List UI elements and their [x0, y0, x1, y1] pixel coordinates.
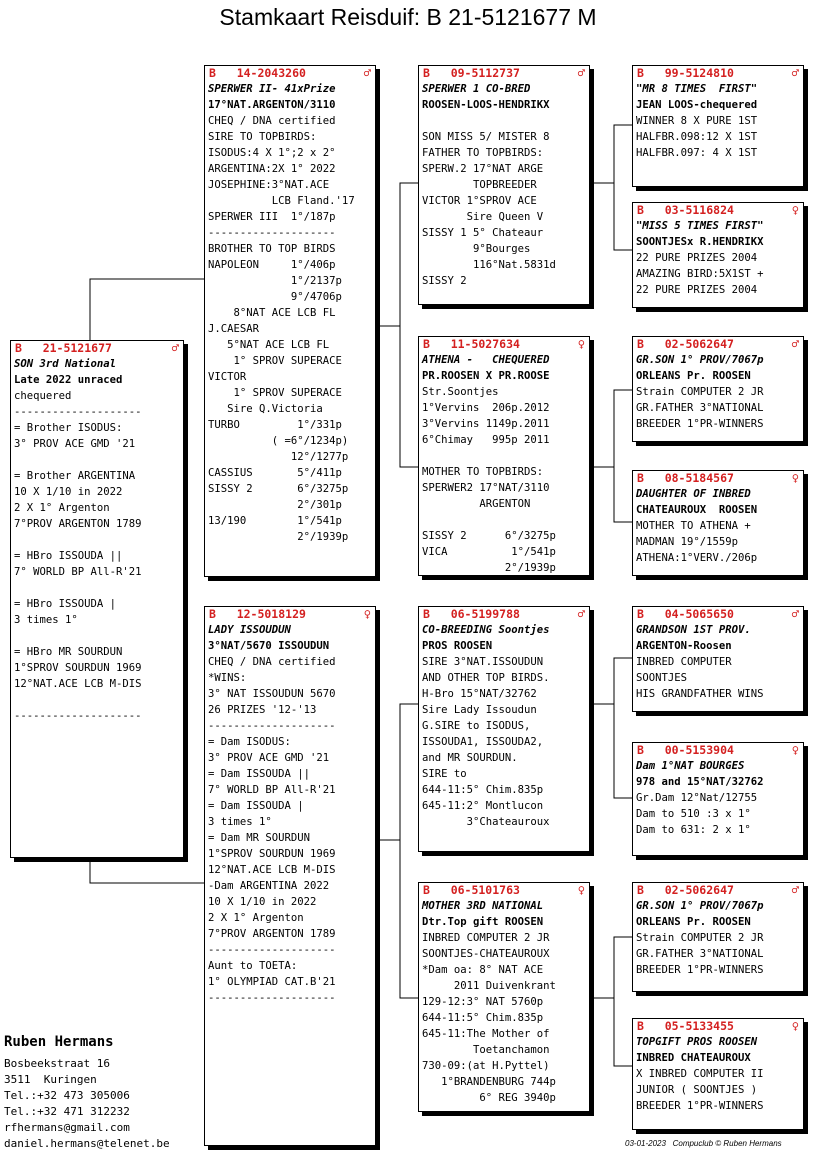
pedigree-line: G.SIRE to ISODUS, — [422, 720, 531, 732]
pedigree-card-sire — [204, 65, 376, 577]
pedigree-line: 7° WORLD BP All-R'21 — [14, 566, 142, 578]
bird-name: "MISS 5 TIMES FIRST" — [636, 220, 764, 232]
pedigree-line: Dam to 510 :3 x 1° — [636, 808, 751, 820]
ring-number-text: B 99-5124810 — [637, 66, 734, 80]
ring-number-text: B 04-5065650 — [637, 607, 734, 621]
ring-number — [419, 883, 589, 898]
pedigree-line: SISSY 2 — [422, 275, 467, 287]
ring-number — [419, 337, 589, 352]
pedigree-line: 2°/301p — [208, 499, 342, 511]
bird-origin: 17°NAT.ARGENTON/3110 — [208, 99, 336, 111]
pedigree-line: BROTHER TO TOP BIRDS — [208, 243, 336, 255]
pedigree-line: 2 X 1° Argenton — [208, 912, 304, 924]
pedigree-line: MADMAN 19°/1559p — [636, 536, 739, 548]
pedigree-card-dsd — [632, 742, 804, 856]
male-symbol-icon: ♂ — [791, 607, 799, 621]
pedigree-line: TURBO 1°/331p — [208, 419, 342, 431]
pedigree-line: BREEDER 1°PR-WINNERS — [636, 418, 764, 430]
ring-number-text: B 12-5018129 — [209, 607, 306, 621]
pedigree-line: 6°Chimay 995p 2011 — [422, 434, 550, 446]
bird-origin: SOONTJESx R.HENDRIKX — [636, 236, 764, 248]
pedigree-line — [11, 628, 183, 644]
pedigree-line: SPERW.2 17°NAT ARGE — [422, 163, 544, 175]
owner-line: Bosbeekstraat 16 — [4, 1057, 110, 1070]
bird-origin: 978 and 15°NAT/32762 — [636, 776, 764, 788]
pedigree-line: 129-12:3° NAT 5760p — [422, 996, 544, 1008]
pedigree-line: SIRE 3°NAT.ISSOUDUN — [422, 656, 544, 668]
pedigree-line: 1°BRANDENBURG 744p — [422, 1076, 556, 1088]
pedigree-line: 1°Vervins 206p.2012 — [422, 402, 550, 414]
male-symbol-icon: ♂ — [577, 607, 585, 621]
pedigree-line: = Brother ARGENTINA — [14, 470, 136, 482]
pedigree-line: ( =6°/1234p) — [208, 435, 349, 447]
ring-number-text: B 06-5101763 — [423, 883, 520, 897]
ring-number — [633, 337, 803, 352]
ring-number — [633, 743, 803, 758]
pedigree-line — [419, 113, 589, 129]
page-title: Stamkaart Reisduif: B 21-5121677 M — [219, 4, 597, 30]
pedigree-card-dam-sire — [418, 606, 590, 852]
bird-origin: 3°NAT/5670 ISSOUDUN — [208, 640, 330, 652]
bird-origin: INBRED CHATEAUROUX — [636, 1052, 751, 1064]
pedigree-line: VICA 1°/541p — [422, 546, 556, 558]
ring-number — [633, 203, 803, 218]
pedigree-line: 26 PRIZES '12-'13 — [208, 704, 317, 716]
pedigree-line: HALFBR.098:12 X 1ST — [636, 131, 758, 143]
male-symbol-icon: ♂ — [791, 883, 799, 897]
ring-number — [205, 607, 375, 622]
pedigree-line: ARGENTON — [422, 498, 531, 510]
pedigree-line: 645-11:2° Montlucon — [422, 800, 544, 812]
pedigree-line: Aunt to TOETA: — [208, 960, 298, 972]
pedigree-line: 12°NAT.ACE LCB M-DIS — [208, 864, 336, 876]
bird-name: LADY ISSOUDUN — [208, 624, 291, 636]
pedigree-line: 10 X 1/10 in 2022 — [208, 896, 317, 908]
pedigree-line: Gr.Dam 12°Nat/12755 — [636, 792, 758, 804]
pedigree-line: SISSY 1 5° Chateaur — [422, 227, 544, 239]
pedigree-line: Strain COMPUTER 2 JR — [636, 932, 764, 944]
pedigree-line: = HBro ISSOUDA || — [14, 550, 123, 562]
pedigree-line: Strain COMPUTER 2 JR — [636, 386, 764, 398]
pedigree-line: X INBRED COMPUTER II — [636, 1068, 764, 1080]
bird-name: MOTHER 3RD NATIONAL — [422, 900, 544, 912]
bird-origin: ORLEANS Pr. ROOSEN — [636, 370, 751, 382]
pedigree-line: 3° PROV ACE GMD '21 — [14, 438, 136, 450]
pedigree-line: 2 X 1° Argenton — [14, 502, 110, 514]
pedigree-line: LCB Fland.'17 — [208, 195, 355, 207]
pedigree-line — [419, 448, 589, 464]
bird-origin: ARGENTON-Roosen — [636, 640, 732, 652]
pedigree-line: SISSY 2 6°/3275p — [208, 483, 349, 495]
bird-name: "MR 8 TIMES FIRST" — [636, 83, 758, 95]
pedigree-card-sds — [632, 336, 804, 442]
ring-number-text: B 06-5199788 — [423, 607, 520, 621]
bird-name: Dam 1°NAT BOURGES — [636, 760, 745, 772]
ring-number-text: B 11-5027634 — [423, 337, 520, 351]
female-symbol-icon: ♀ — [791, 1019, 799, 1033]
pedigree-line: 1°SPROV SOURDUN 1969 — [14, 662, 142, 674]
pedigree-line: 644-11:5° Chim.835p — [422, 1012, 544, 1024]
pedigree-line: 8°NAT ACE LCB FL — [208, 307, 336, 319]
pedigree-line: FATHER TO TOPBIRDS: — [422, 147, 544, 159]
pedigree-line: = Dam ISSOUDA || — [208, 768, 311, 780]
owner-email: rfhermans@gmail.com — [4, 1121, 130, 1134]
pedigree-line: 5°NAT ACE LCB FL — [208, 339, 330, 351]
bird-name: TOPGIFT PROS ROOSEN — [636, 1036, 758, 1048]
pedigree-line: SISSY 2 6°/3275p — [422, 530, 556, 542]
pedigree-line: 1°/2137p — [208, 275, 342, 287]
owner-name: Ruben Hermans — [4, 1034, 114, 1050]
bird-name: SPERWER II- 41xPrize — [208, 83, 336, 95]
bird-name: GR.SON 1° PROV/7067p — [636, 900, 764, 912]
pedigree-line: CASSIUS 5°/411p — [208, 467, 342, 479]
pedigree-line: H-Bro 15°NAT/32762 — [422, 688, 537, 700]
pedigree-line: NAPOLEON 1°/406p — [208, 259, 336, 271]
ring-number — [11, 341, 183, 356]
pedigree-line: GR.FATHER 3°NATIONAL — [636, 402, 764, 414]
pedigree-line: 7°PROV ARGENTON 1789 — [14, 518, 142, 530]
ring-number — [633, 471, 803, 486]
female-symbol-icon: ♀ — [577, 337, 585, 351]
pedigree-line — [11, 532, 183, 548]
pedigree-line: 645-11:The Mother of — [422, 1028, 550, 1040]
pedigree-line: = Brother ISODUS: — [14, 422, 123, 434]
male-symbol-icon: ♂ — [791, 337, 799, 351]
pedigree-line: 12°/1277p — [208, 451, 349, 463]
pedigree-line: SPERWER2 17°NAT/3110 — [422, 482, 550, 494]
bird-origin: JEAN LOOS-chequered — [636, 99, 758, 111]
ring-number-text: B 14-2043260 — [209, 66, 306, 80]
pedigree-line: SON MISS 5/ MISTER 8 — [422, 131, 550, 143]
male-symbol-icon: ♂ — [577, 66, 585, 80]
pedigree-line: 3° NAT ISSOUDUN 5670 — [208, 688, 336, 700]
pedigree-line: BREEDER 1°PR-WINNERS — [636, 964, 764, 976]
pedigree-line: Sire Queen V — [422, 211, 544, 223]
pedigree-line: INBRED COMPUTER 2 JR — [422, 932, 550, 944]
ring-number-text: B 09-5112737 — [423, 66, 520, 80]
owner-line: 3511 Kuringen — [4, 1073, 97, 1086]
pedigree-line: JOSEPHINE:3°NAT.ACE — [208, 179, 330, 191]
pedigree-line: 3 times 1° — [208, 816, 272, 828]
pedigree-line: AND OTHER TOP BIRDS. — [422, 672, 550, 684]
pedigree-card-subject — [10, 340, 184, 858]
pedigree-line: ARGENTINA:2X 1° 2022 — [208, 163, 336, 175]
footer-credit: 03-01-2023 Compuclub © Ruben Hermans — [625, 1139, 782, 1148]
pedigree-line: -------------------- — [208, 720, 336, 732]
pedigree-line: WINNER 8 X PURE 1ST — [636, 115, 758, 127]
pedigree-line: BREEDER 1°PR-WINNERS — [636, 1100, 764, 1112]
pedigree-line: 116°Nat.5831d — [422, 259, 556, 271]
female-symbol-icon: ♀ — [791, 471, 799, 485]
pedigree-line: 10 X 1/10 in 2022 — [14, 486, 123, 498]
pedigree-line: = HBro ISSOUDA | — [14, 598, 117, 610]
pedigree-line: Str.Soontjes — [422, 386, 499, 398]
pedigree-card-dss — [632, 606, 804, 712]
pedigree-line: CHEQ / DNA certified — [208, 115, 336, 127]
pedigree-line: CHEQ / DNA certified — [208, 656, 336, 668]
bird-name: SON 3rd National — [14, 358, 117, 370]
pedigree-line — [419, 512, 589, 528]
pedigree-line: 7° WORLD BP All-R'21 — [208, 784, 336, 796]
ring-number — [205, 66, 375, 81]
pedigree-line — [11, 452, 183, 468]
bird-name: DAUGHTER OF INBRED — [636, 488, 751, 500]
ring-number — [633, 607, 803, 622]
pedigree-line: ISODUS:4 X 1°;2 x 2° — [208, 147, 336, 159]
pedigree-line: 3°Vervins 1149p.2011 — [422, 418, 550, 430]
pedigree-line: 9°Bourges — [422, 243, 531, 255]
pedigree-line: 12°NAT.ACE LCB M-DIS — [14, 678, 142, 690]
pedigree-line: 3°Chateauroux — [422, 816, 550, 828]
ring-number-text: B 21-5121677 — [15, 341, 112, 355]
pedigree-card-dds — [632, 882, 804, 992]
bird-origin: PR.ROOSEN X PR.ROOSE — [422, 370, 550, 382]
pedigree-line: 1° SPROV SUPERACE — [208, 387, 342, 399]
pedigree-line: 2°/1939p — [422, 562, 556, 574]
pedigree-line: -------------------- — [14, 406, 142, 418]
ring-number-text: B 00-5153904 — [637, 743, 734, 757]
ring-number-text: B 08-5184567 — [637, 471, 734, 485]
pedigree-line: Dam to 631: 2 x 1° — [636, 824, 751, 836]
pedigree-card-dam — [204, 606, 376, 1146]
pedigree-line: Toetanchamon — [422, 1044, 550, 1056]
pedigree-card-sire-dam — [418, 336, 590, 576]
bird-name: GRANDSON 1ST PROV. — [636, 624, 751, 636]
ring-number — [633, 883, 803, 898]
bird-origin: CHATEAUROUX ROOSEN — [636, 504, 758, 516]
pedigree-line: INBRED COMPUTER — [636, 656, 732, 668]
ring-number — [633, 66, 803, 81]
pedigree-card-sdd — [632, 470, 804, 576]
ring-number — [633, 1019, 803, 1034]
male-symbol-icon: ♂ — [791, 66, 799, 80]
pedigree-line: 22 PURE PRIZES 2004 — [636, 252, 758, 264]
male-symbol-icon: ♂ — [171, 341, 179, 355]
ring-number-text: B 02-5062647 — [637, 337, 734, 351]
pedigree-line: VICTOR 1°SPROV ACE — [422, 195, 537, 207]
pedigree-line: chequered — [14, 390, 72, 402]
owner-line: Tel.:+32 473 305006 — [4, 1089, 130, 1102]
pedigree-line: -------------------- — [208, 227, 336, 239]
pedigree-line: Sire Lady Issoudun — [422, 704, 537, 716]
pedigree-line: 1°SPROV SOURDUN 1969 — [208, 848, 336, 860]
pedigree-line: *WINS: — [208, 672, 247, 684]
pedigree-line: J.CAESAR — [208, 323, 260, 335]
pedigree-line: -------------------- — [14, 710, 142, 722]
pedigree-card-ssd — [632, 202, 804, 308]
pedigree-card-sire-sire — [418, 65, 590, 305]
bird-origin: PROS ROOSEN — [422, 640, 493, 652]
owner-email: daniel.hermans@telenet.be — [4, 1137, 170, 1150]
female-symbol-icon: ♀ — [363, 607, 371, 621]
bird-name: GR.SON 1° PROV/7067p — [636, 354, 764, 366]
pedigree-line: SIRE to — [422, 768, 467, 780]
pedigree-line: 730-09:(at H.Pyttel) — [422, 1060, 550, 1072]
ring-number-text: B 05-5133455 — [637, 1019, 734, 1033]
bird-origin: Dtr.Top gift ROOSEN — [422, 916, 544, 928]
pedigree-line: TOPBREEDER — [422, 179, 537, 191]
pedigree-line: JUNIOR ( SOONTJES ) — [636, 1084, 758, 1096]
pedigree-line: Sire Q.Victoria — [208, 403, 323, 415]
pedigree-line: and MR SOURDUN. — [422, 752, 518, 764]
pedigree-line: SIRE TO TOPBIRDS: — [208, 131, 317, 143]
owner-block — [4, 1034, 170, 1152]
bird-origin: Late 2022 unraced — [14, 374, 123, 386]
bird-origin: ORLEANS Pr. ROOSEN — [636, 916, 751, 928]
pedigree-line: AMAZING BIRD:5X1ST + — [636, 268, 764, 280]
ring-number — [419, 607, 589, 622]
pedigree-line: ATHENA:1°VERV./206p — [636, 552, 758, 564]
pedigree-line: VICTOR — [208, 371, 247, 383]
pedigree-line — [11, 580, 183, 596]
pedigree-line: 7°PROV ARGENTON 1789 — [208, 928, 336, 940]
pedigree-line: = HBro MR SOURDUN — [14, 646, 123, 658]
pedigree-line: 2°/1939p — [208, 531, 349, 543]
pedigree-line: 1° OLYMPIAD CAT.B'21 — [208, 976, 336, 988]
pedigree-line: HALFBR.097: 4 X 1ST — [636, 147, 758, 159]
pedigree-line: -------------------- — [208, 944, 336, 956]
bird-origin: ROOSEN-LOOS-HENDRIKX — [422, 99, 550, 111]
pedigree-line: = Dam ISSOUDA | — [208, 800, 304, 812]
pedigree-line: 1° SPROV SUPERACE — [208, 355, 342, 367]
pedigree-line: -------------------- — [208, 992, 336, 1004]
pedigree-line: GR.FATHER 3°NATIONAL — [636, 948, 764, 960]
pedigree-line — [11, 692, 183, 708]
bird-name: CO-BREEDING Soontjes — [422, 624, 550, 636]
pedigree-line: = Dam MR SOURDUN — [208, 832, 311, 844]
ring-number — [419, 66, 589, 81]
male-symbol-icon: ♂ — [363, 66, 371, 80]
pedigree-line: SPERWER III 1°/187p — [208, 211, 336, 223]
pedigree-line: MOTHER TO TOPBIRDS: — [422, 466, 544, 478]
female-symbol-icon: ♀ — [577, 883, 585, 897]
bird-name: SPERWER 1 CO-BRED — [422, 83, 531, 95]
pedigree-card-sss — [632, 65, 804, 187]
pedigree-card-ddd — [632, 1018, 804, 1130]
pedigree-line: 22 PURE PRIZES 2004 — [636, 284, 758, 296]
pedigree-line: ISSOUDA1, ISSOUDA2, — [422, 736, 544, 748]
pedigree-line: = Dam ISODUS: — [208, 736, 291, 748]
pedigree-line: 644-11:5° Chim.835p — [422, 784, 544, 796]
ring-number-text: B 03-5116824 — [637, 203, 734, 217]
owner-line: Tel.:+32 471 312232 — [4, 1105, 130, 1118]
ring-number-text: B 02-5062647 — [637, 883, 734, 897]
pedigree-line: 6° REG 3940p — [422, 1092, 556, 1104]
bird-name: ATHENA - CHEQUERED — [422, 354, 550, 366]
pedigree-card-dam-dam — [418, 882, 590, 1112]
female-symbol-icon: ♀ — [791, 203, 799, 217]
pedigree-line: -Dam ARGENTINA 2022 — [208, 880, 330, 892]
pedigree-line: 9°/4706p — [208, 291, 342, 303]
pedigree-line: 2011 Duivenkrant — [422, 980, 556, 992]
pedigree-line: 3 times 1° — [14, 614, 78, 626]
pedigree-line: *Dam oa: 8° NAT ACE — [422, 964, 544, 976]
pedigree-line: MOTHER TO ATHENA + — [636, 520, 751, 532]
pedigree-line: 3° PROV ACE GMD '21 — [208, 752, 330, 764]
pedigree-line: SOONTJES-CHATEAUROUX — [422, 948, 550, 960]
pedigree-line: 13/190 1°/541p — [208, 515, 342, 527]
pedigree-line: HIS GRANDFATHER WINS — [636, 688, 764, 700]
female-symbol-icon: ♀ — [791, 743, 799, 757]
pedigree-line: SOONTJES — [636, 672, 688, 684]
